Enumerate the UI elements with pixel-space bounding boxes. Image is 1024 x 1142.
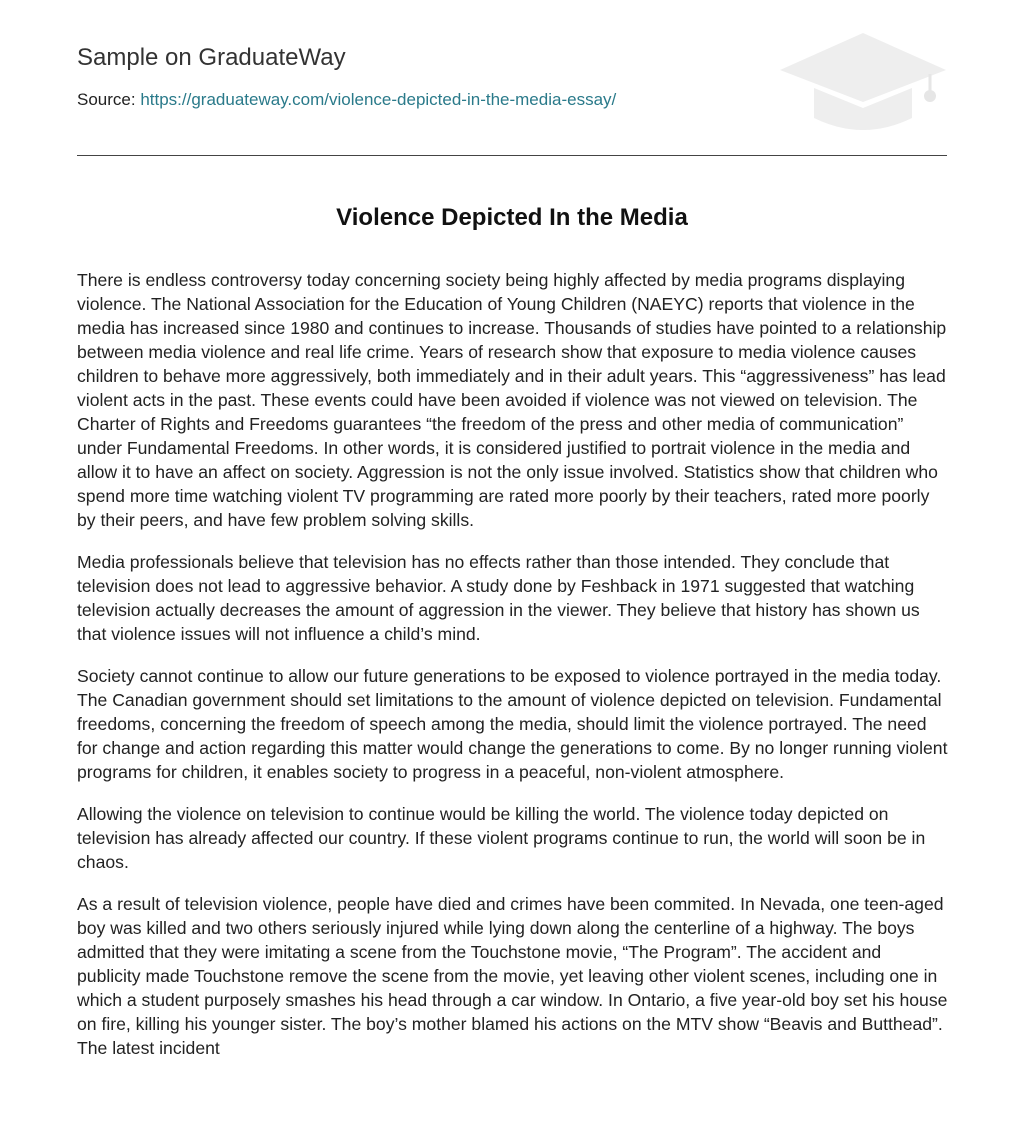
graduation-cap-icon [780, 30, 946, 134]
paragraph: Allowing the violence on television to continue would be killing the world. The violence today depicted on television has already affected our country. If these violent programs continue to run, the world will soon be in chaos. [77, 804, 926, 872]
paragraph: There is endless controversy today concerning society being highly affected by media programs displaying violence. The National Association for the Education of Young Children (NAEYC) reports that violence in the media has increased since 1980 and continues to increase. Thousands of studies have pointed to a relationship between media violence and real life crime. Years of research show that exposure to media violence causes children to behave more aggressively, both immediately and in their adult years. This “aggressiveness” has lead violent acts in the past. These events could have been avoided if violence was not viewed on television. The Charter of Rights and Freedoms guarantees “the freedom of the press and other media of communication” under Fundamental Freedoms. In other words, it is considered justified to portrait violence in the media and allow it to have an affect on society. Aggression is not the only issue involved. Statistics show that children who spend more time watching violent TV programming are rated more poorly by their teachers, rated more poorly by their peers, and have few problem solving skills. [77, 270, 947, 530]
source-label: Source: [77, 90, 136, 109]
site-title: Sample on GraduateWay [77, 44, 346, 71]
paragraph: Society cannot continue to allow our future generations to be exposed to violence portrayed in the media today. The Canadian government should set limitations to the amount of violence depicted on television. Fundamental freedoms, concerning the freedom of speech among the media, should limit the violence portrayed. The need for change and action regarding this matter would change the generations to come. By no longer running violent programs for children, it enables society to progress in a peaceful, non-violent atmosphere. [77, 666, 948, 782]
article-body [77, 268, 949, 1078]
paragraph: Media professionals believe that television has no effects rather than those intended. They conclude that television does not lead to aggressive behavior. A study done by Feshback in 1971 suggested that watching television actually decreases the amount of aggression in the viewer. They believe that history has shown us that violence issues will not influence a child’s mind. [77, 552, 920, 644]
page-header [77, 0, 947, 156]
document-title: Violence Depicted In the Media [336, 204, 688, 231]
header-divider [77, 155, 947, 156]
source-link[interactable]: https://graduateway.com/violence-depicted-in-the-media-essay/ [140, 90, 617, 109]
source-line [77, 90, 616, 110]
paragraph: As a result of television violence, people have died and crimes have been commited. In Nevada, one teen-aged boy was killed and two others seriously injured while lying down along the centerline of a highway. The boys admitted that they were imitating a scene from the Touchstone movie, “The Program”. The accident and publicity made Touchstone remove the scene from the movie, yet leaving other violent scenes, including one in which a student purposely smashes his head through a car window. In Ontario, a five year-old boy set his house on fire, killing his younger sister. The boy’s mother blamed his actions on the MTV show “Beavis and Butthead”. The latest incident [77, 894, 948, 1058]
